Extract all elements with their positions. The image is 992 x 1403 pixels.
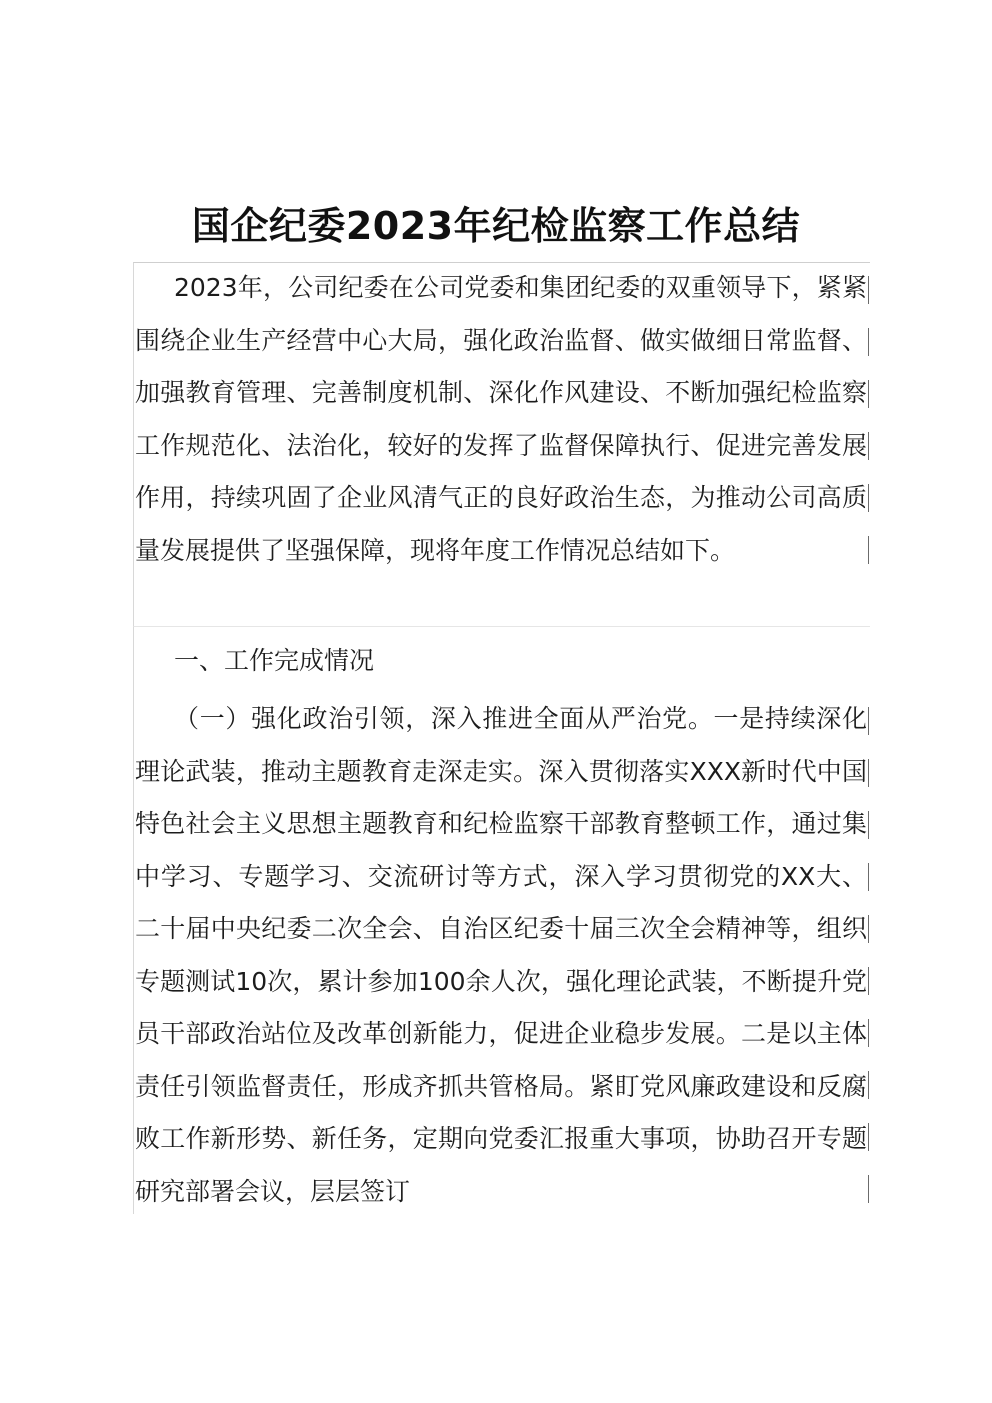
line-end-mark xyxy=(868,380,869,408)
line-end-mark xyxy=(868,484,869,512)
line-end-mark xyxy=(868,915,869,943)
intro-paragraph: 2023年，公司纪委在公司党委和集团纪委的双重领导下，紧紧围绕企业生产经营中心大局，强化政治监督、做实做细日常监督、加强教育管理、完善制度机制、深化作风建设、不断加强纪检监察工作规范化、法治化，较好的发挥了监督保障执行、促进完善发展作用，持续巩固了企业风清气正的良好政治生态，为推动公司高质量发展提供了坚强保障，现将年度工作情况总结如下。 xyxy=(135,273,867,565)
line-end-mark xyxy=(868,759,869,787)
line-end-mark xyxy=(868,276,869,304)
document-title: 国企纪委2023年纪检监察工作总结 xyxy=(191,204,801,249)
line-end-mark xyxy=(868,707,869,735)
section-paragraph: （一）强化政治引领，深入推进全面从严治党。一是持续深化理论武装，推动主题教育走深走实。深入贯彻落实XXX新时代中国特色社会主义思想主题教育和纪检监察干部教育整顿工作，通过集中学习、专题学习、交流研讨等方式，深入学习贯彻党的XX大、二十届中央纪委二次全会、自治区纪委十届三次全会精神等，组织专题测试10次，累计参加100余人次，强化理论武装，不断提升党员干部政治站位及改革创新能力，促进企业稳步发展。二是以主体责任引领监督责任，形成齐抓共管格局。紧盯党风廉政建设和反腐败工作新形势、新任务，定期向党委汇报重大事项，协助召开专题研究部署会议，层层签订 xyxy=(135,704,867,1206)
line-end-marks xyxy=(868,0,869,1403)
line-end-mark xyxy=(868,536,869,564)
line-end-mark xyxy=(868,1123,869,1151)
line-end-mark xyxy=(868,863,869,891)
line-end-mark xyxy=(868,811,869,839)
line-end-mark xyxy=(868,1019,869,1047)
line-end-mark xyxy=(868,328,869,356)
line-end-mark xyxy=(868,1071,869,1099)
section-heading: 一、工作完成情况 xyxy=(174,646,375,675)
line-end-mark xyxy=(868,967,869,995)
line-end-mark xyxy=(868,1175,869,1203)
line-end-mark xyxy=(868,432,869,460)
